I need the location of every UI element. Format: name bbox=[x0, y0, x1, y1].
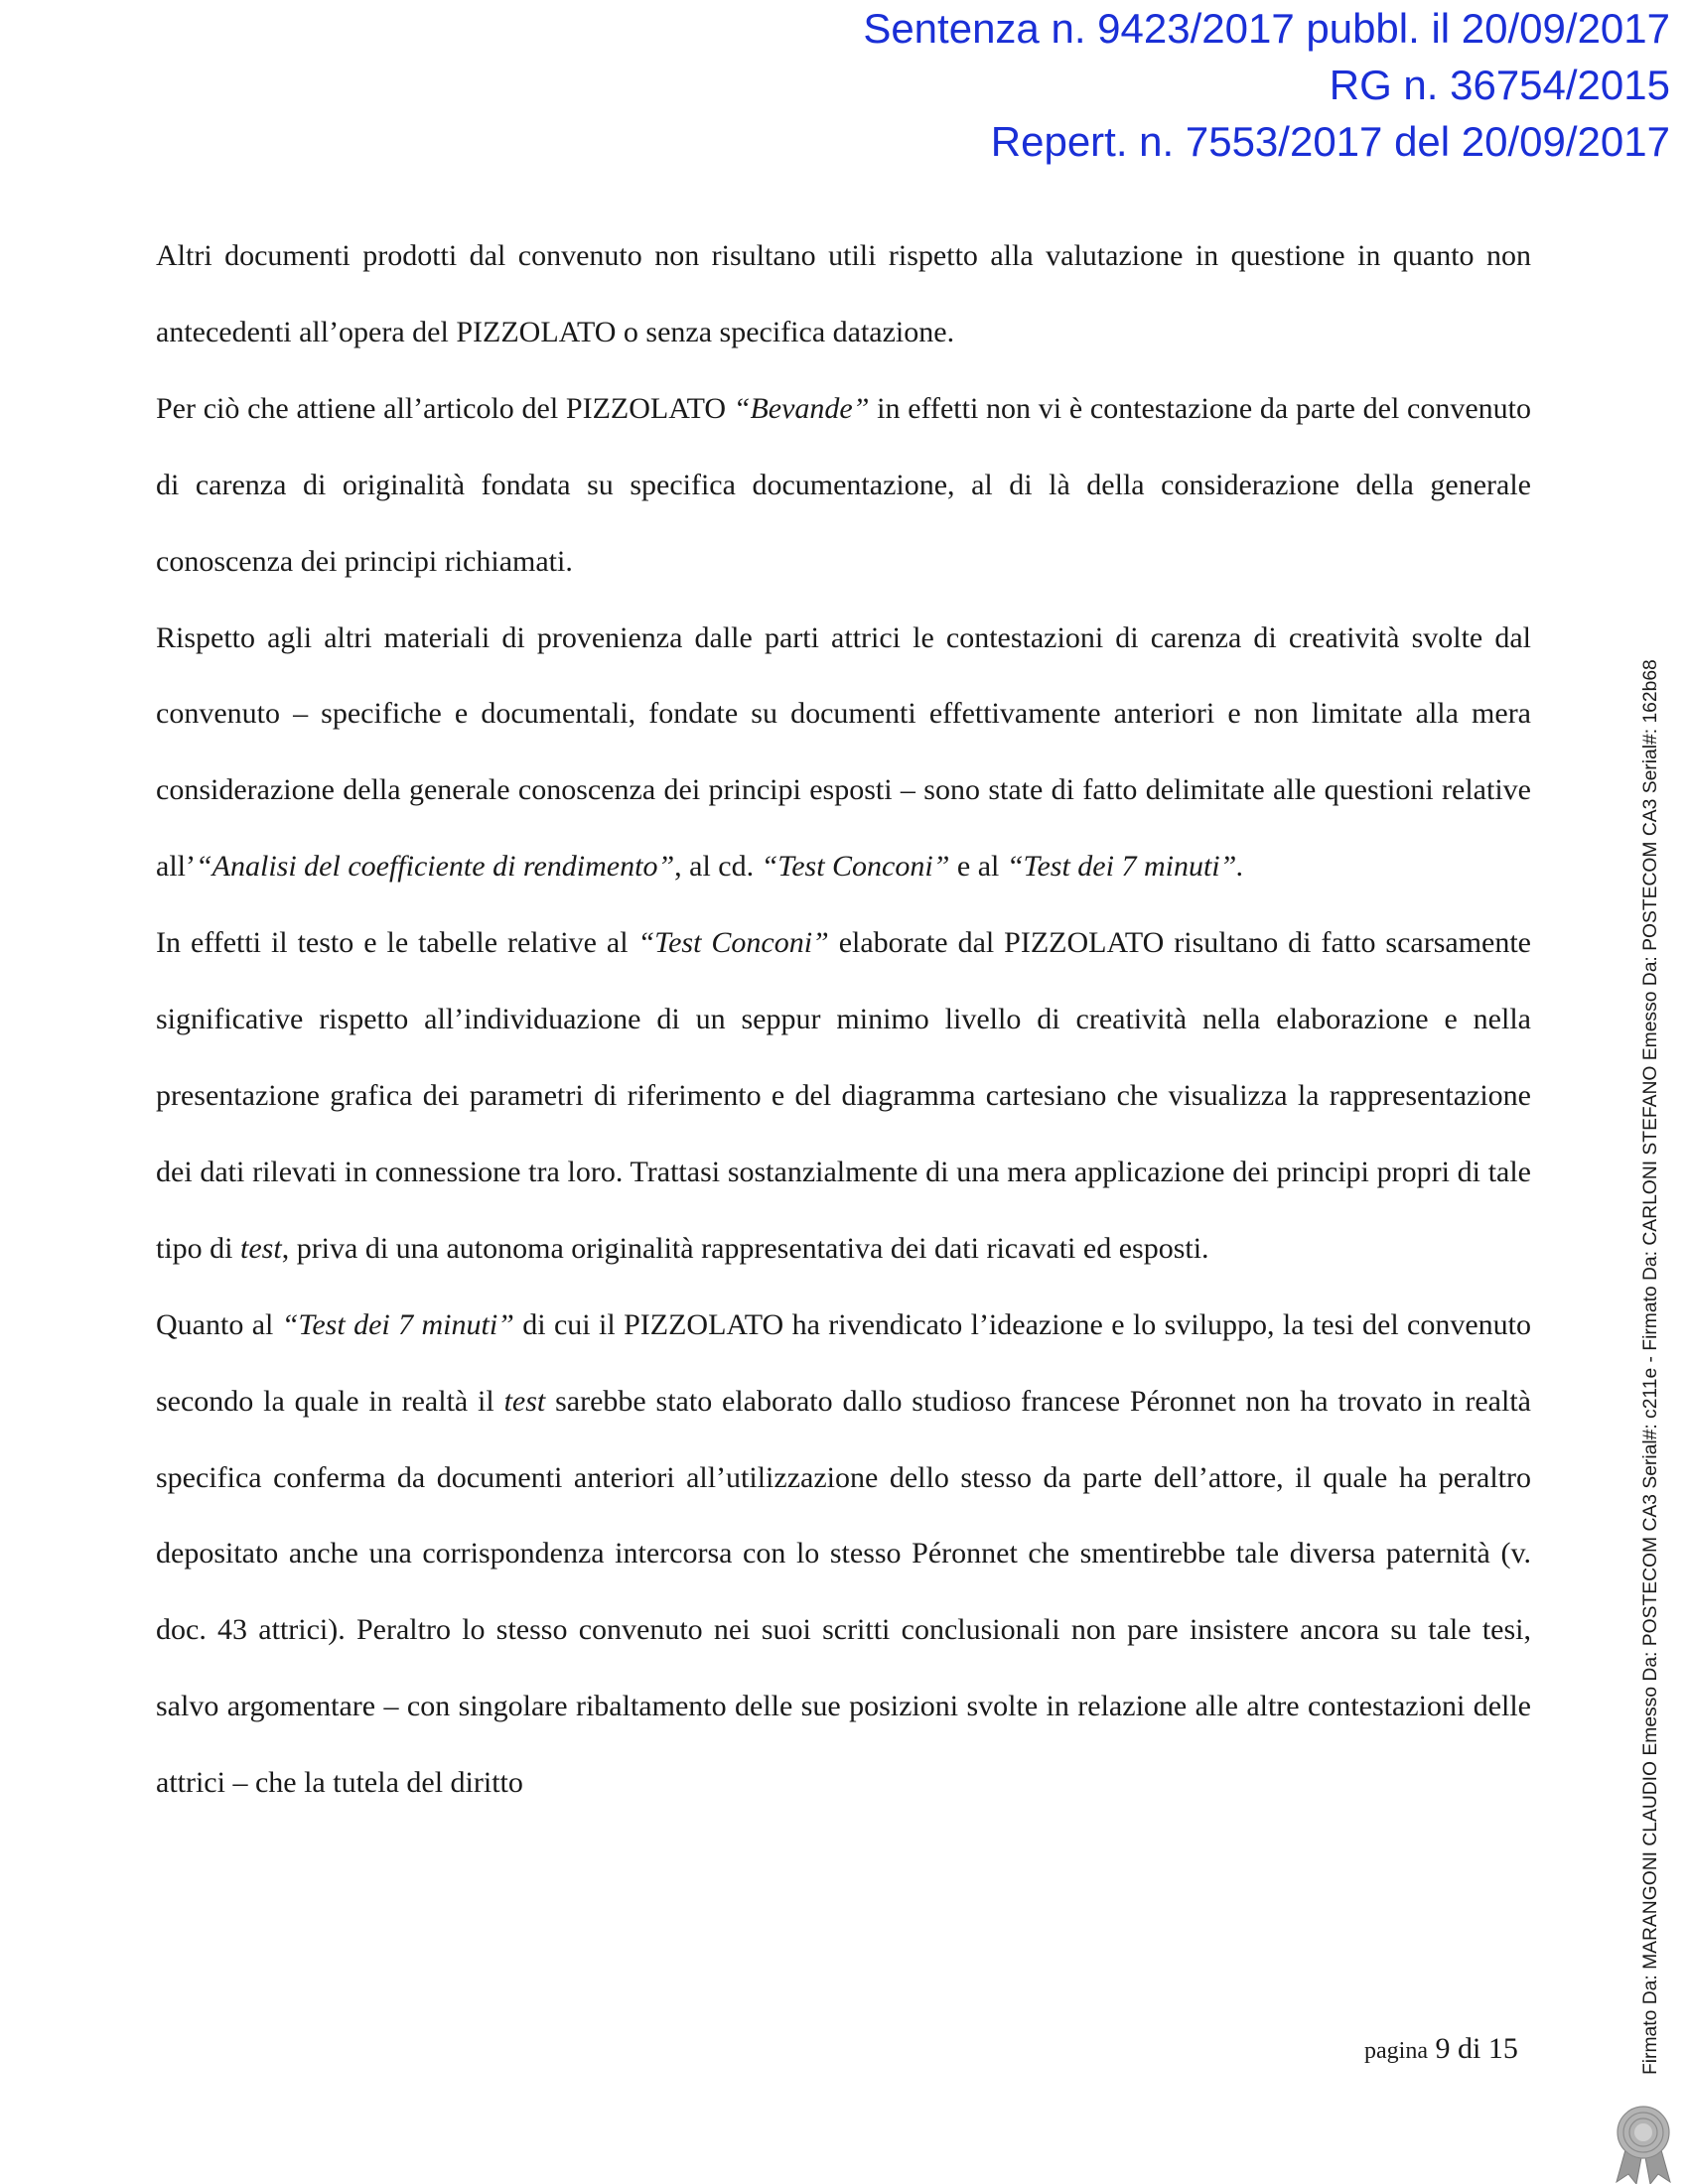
rosette-seal-icon bbox=[1609, 2103, 1678, 2184]
paragraph-5: Quanto al “Test dei 7 minuti” di cui il PIZZOLATO ha rivendicato l’ideazione e lo sviluppo, la tesi del convenuto secondo la quale in realtà il test sarebbe stato elaborato dallo studioso francese Péronnet non ha trovato in realtà specifica conferma da documenti anteriori all’utilizzazione dello stesso da parte dell’attore, il quale ha peraltro depositato anche una corrispondenza intercorsa con lo stesso Péronnet che smentirebbe tale diversa paternità (v. doc. 43 attrici). Peraltro lo stesso convenuto nei suoi scritti conclusionali non pare insistere ancora su tale tesi, salvo argomentare – con singolare ribaltamento delle sue posizioni svolte in relazione alle altre contestazioni delle attrici – che la tutela del diritto bbox=[156, 1307, 1532, 1800]
page-number bbox=[1364, 2029, 1518, 2071]
document-header-stamp bbox=[863, 0, 1670, 170]
digital-signature-stamp: Firmato Da: MARANGONI CLAUDIO Emesso Da: POSTECOM CA3 Serial#: c211e - Firmato Da: CARLONI STEFANO Emesso Da: POSTECOM CA3 Serial#: 162b68 bbox=[1640, 659, 1661, 2075]
paragraph-2: Per ciò che attiene all’articolo del PIZZOLATO “Bevande” in effetti non vi è contestazione da parte del convenuto di carenza di originalità fondata su specifica documentazione, al di là della considerazione della generale conoscenza dei principi richiamati. bbox=[156, 391, 1532, 578]
document-body bbox=[156, 218, 1531, 1822]
page-separator: di bbox=[1457, 2032, 1481, 2065]
page-current: 9 bbox=[1435, 2032, 1451, 2065]
paragraph-1: Altri documenti prodotti dal convenuto non risultano utili rispetto alla valutazione in questione in quanto non antecedenti all’opera del PIZZOLATO o senza specifica datazione. bbox=[156, 239, 1531, 348]
repertorio-number: Repert. n. 7553/2017 del 20/09/2017 bbox=[990, 118, 1670, 165]
rg-number: RG n. 36754/2015 bbox=[1329, 62, 1670, 108]
sentenza-number: Sentenza n. 9423/2017 pubbl. il 20/09/2017 bbox=[863, 5, 1670, 52]
paragraph-3: Rispetto agli altri materiali di provenienza dalle parti attrici le contestazioni di carenza di creatività svolte dal convenuto – specifiche e documentali, fondate su documenti effettivamente anteriori e non limitate alla mera considerazione della generale conoscenza dei principi esposti – sono state di fatto delimitate alle questioni relative all’“Analisi del coefficiente di rendimento”, al cd. “Test Conconi” e al “Test dei 7 minuti”. bbox=[156, 620, 1531, 884]
paragraph-4: In effetti il testo e le tabelle relative al “Test Conconi” elaborate dal PIZZOLATO risultano di fatto scarsamente significative rispetto all’individuazione di un seppur minimo livello di creatività nella elaborazione e nella presentazione grafica dei parametri di riferimento e del diagramma cartesiano che visualizza la rappresentazione dei dati rilevati in connessione tra loro. Trattasi sostanzialmente di una mera applicazione dei principi propri di tale tipo di test, priva di una autonoma originalità rappresentativa dei dati ricavati ed esposti. bbox=[156, 926, 1531, 1265]
page-total: 15 bbox=[1487, 2032, 1518, 2065]
page-label: pagina bbox=[1364, 2038, 1428, 2064]
